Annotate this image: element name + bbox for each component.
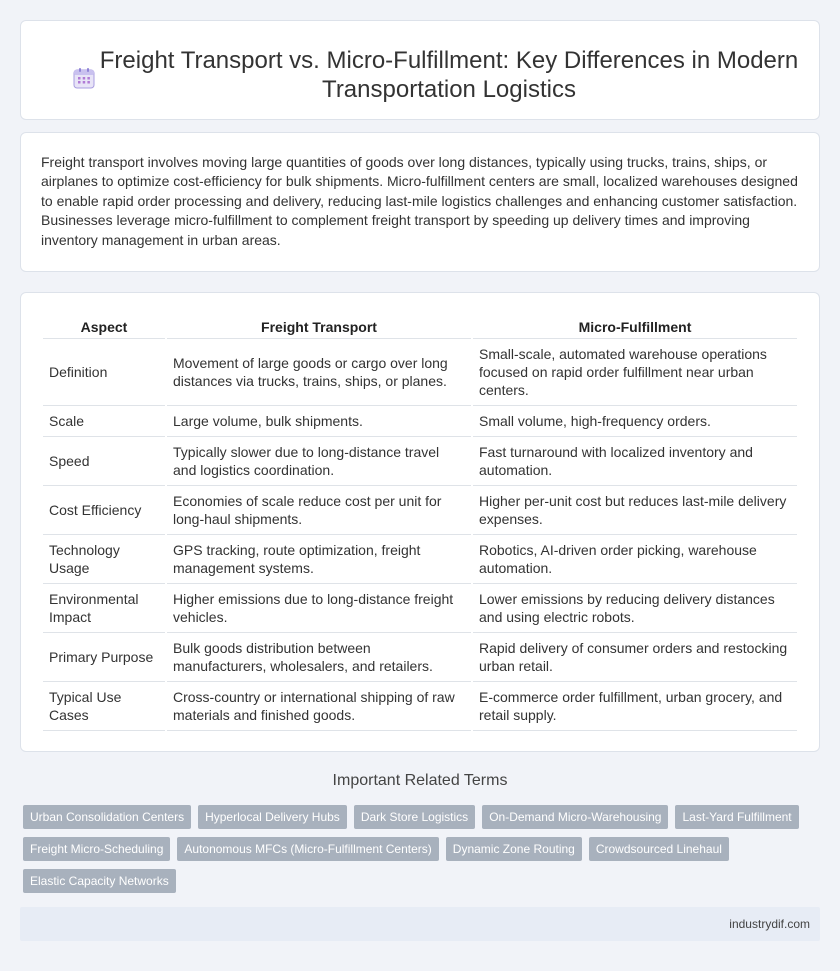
comparison-table — [41, 311, 799, 731]
cell-micro-fulfillment: E-commerce order fulfillment, urban grocery, and retail supply. — [473, 682, 797, 731]
cell-freight-transport: Movement of large goods or cargo over long distances via trucks, trains, ships, or planes. — [167, 339, 471, 406]
related-terms-list — [23, 805, 823, 901]
cell-freight-transport: Bulk goods distribution between manufacturers, wholesalers, and retailers. — [167, 633, 471, 682]
cell-freight-transport: Higher emissions due to long-distance freight vehicles. — [167, 584, 471, 633]
cell-aspect: Cost Efficiency — [43, 486, 165, 535]
table-row — [43, 339, 797, 406]
table-header-row — [43, 311, 797, 339]
intro-paragraph: Freight transport involves moving large quantities of goods over long distances, typically using trucks, trains, ships, or airplanes to optimize cost-efficiency for bulk shipments. Micro-fulfillment centers are small, localized warehouses designed to enable rapid order processing and delivery, reducing last-mile logistics challenges and enhancing customer satisfaction. Businesses leverage micro-fulfillment to complement freight transport by speeding up delivery times and improving inventory management in urban areas. — [41, 154, 798, 248]
related-term-tag[interactable]: Freight Micro-Scheduling — [23, 837, 170, 861]
cell-aspect: Typical Use Cases — [43, 682, 165, 731]
related-terms-title: Important Related Terms — [332, 772, 508, 789]
cell-aspect: Technology Usage — [43, 535, 165, 584]
table-row — [43, 633, 797, 682]
related-term-tag[interactable]: Urban Consolidation Centers — [23, 805, 191, 829]
related-term-tag[interactable]: Autonomous MFCs (Micro-Fulfillment Centers) — [177, 837, 438, 861]
header-freight-transport: Freight Transport — [167, 311, 471, 339]
title-card — [20, 20, 820, 120]
cell-micro-fulfillment: Robotics, AI-driven order picking, warehouse automation. — [473, 535, 797, 584]
cell-freight-transport: Cross-country or international shipping of raw materials and finished goods. — [167, 682, 471, 731]
related-term-tag[interactable]: Elastic Capacity Networks — [23, 869, 176, 893]
page-title: Freight Transport vs. Micro-Fulfillment: Key Differences in Modern Transportation Logistics — [99, 47, 799, 103]
cell-freight-transport: Typically slower due to long-distance travel and logistics coordination. — [167, 437, 471, 486]
related-term-tag[interactable]: Dark Store Logistics — [354, 805, 475, 829]
footer — [20, 907, 820, 941]
table-row — [43, 535, 797, 584]
header-micro-fulfillment: Micro-Fulfillment — [473, 311, 797, 339]
comparison-card — [20, 292, 820, 752]
related-term-tag[interactable]: On-Demand Micro-Warehousing — [482, 805, 668, 829]
cell-micro-fulfillment: Lower emissions by reducing delivery distances and using electric robots. — [473, 584, 797, 633]
related-term-tag[interactable]: Last-Yard Fulfillment — [675, 805, 798, 829]
cell-micro-fulfillment: Small volume, high-frequency orders. — [473, 406, 797, 437]
header-aspect: Aspect — [43, 311, 165, 339]
cell-freight-transport: Economies of scale reduce cost per unit for long-haul shipments. — [167, 486, 471, 535]
intro-card — [20, 132, 820, 272]
cell-freight-transport: Large volume, bulk shipments. — [167, 406, 471, 437]
cell-micro-fulfillment: Higher per-unit cost but reduces last-mile delivery expenses. — [473, 486, 797, 535]
footer-site-link[interactable]: industrydif.com — [729, 917, 810, 931]
cell-micro-fulfillment: Fast turnaround with localized inventory and automation. — [473, 437, 797, 486]
related-term-tag[interactable]: Crowdsourced Linehaul — [589, 837, 729, 861]
cell-aspect: Definition — [43, 339, 165, 406]
cell-aspect: Primary Purpose — [43, 633, 165, 682]
table-row — [43, 682, 797, 731]
cell-freight-transport: GPS tracking, route optimization, freight management systems. — [167, 535, 471, 584]
table-row — [43, 437, 797, 486]
cell-aspect: Environmental Impact — [43, 584, 165, 633]
table-row — [43, 486, 797, 535]
related-term-tag[interactable]: Hyperlocal Delivery Hubs — [198, 805, 347, 829]
related-term-tag[interactable]: Dynamic Zone Routing — [446, 837, 582, 861]
cell-aspect: Speed — [43, 437, 165, 486]
table-row — [43, 406, 797, 437]
cell-micro-fulfillment: Rapid delivery of consumer orders and restocking urban retail. — [473, 633, 797, 682]
cell-micro-fulfillment: Small-scale, automated warehouse operations focused on rapid order fulfillment near urban centers. — [473, 339, 797, 406]
cell-aspect: Scale — [43, 406, 165, 437]
table-row — [43, 584, 797, 633]
